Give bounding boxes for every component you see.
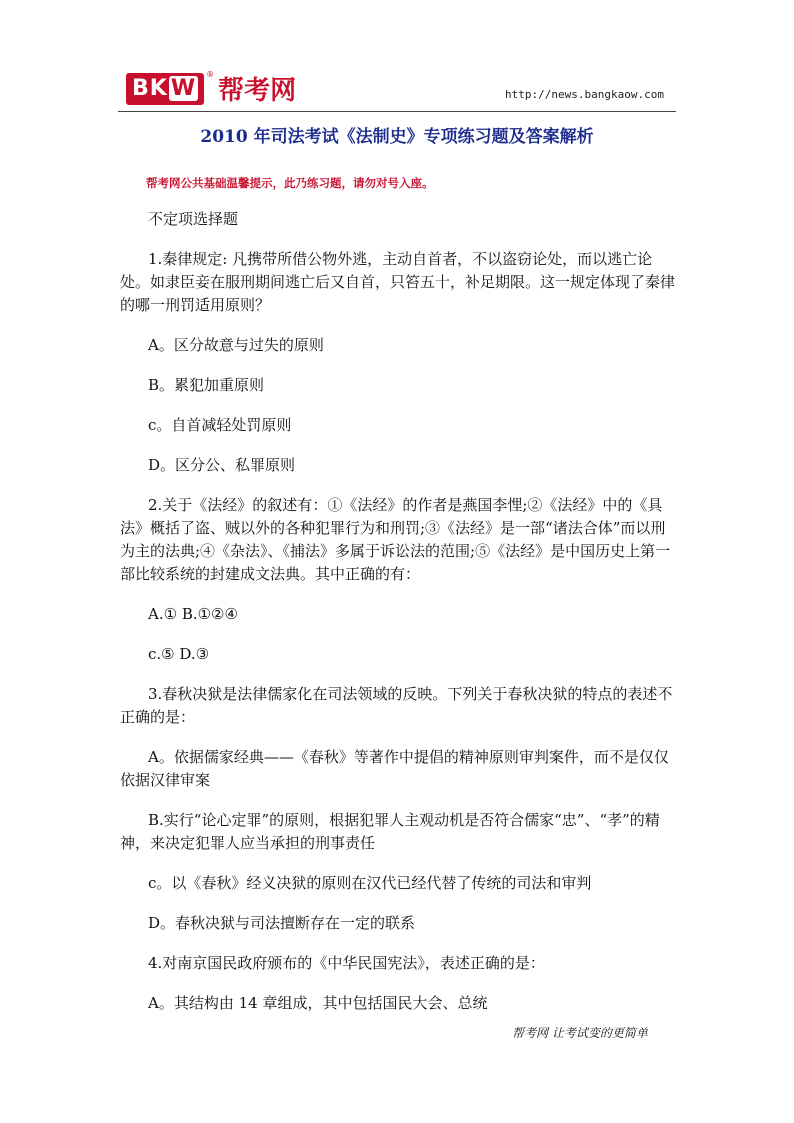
question-3-option-b: B.实行“论心定罪”的原则，根据犯罪人主观动机是否符合儒家“忠”、“孝”的精神，来决定犯罪人应当承担的刑事责任 [120, 811, 660, 852]
question-3-option-c: c。以《春秋》经义决狱的原则在汉代已经代替了传统的司法和审判 [148, 874, 592, 892]
notice-text: 帮考网公共基础温馨提示，此乃练习题，请勿对号入座。 [146, 176, 434, 190]
question-1-option-d: D。区分公、私罪原则 [148, 456, 296, 474]
page-header [118, 66, 676, 112]
registered-mark: ® [206, 70, 215, 79]
document-body [120, 208, 680, 1015]
question-1-option-c: c。自首减轻处罚原则 [148, 416, 292, 434]
question-2-stem: 2.关于《法经》的叙述有：①《法经》的作者是燕国李悝;②《法经》中的《具法》概括了盗、贼以外的各种犯罪行为和刑罚;③《法经》是一部“诸法合体”而以刑为主的法典;④《杂法》、《捕法》多属于诉讼法的范围;⑤《法经》是中国历史上第一部比较系统的封建成文法典。其中正确的有： [120, 496, 671, 583]
question-4-option-a: A。其结构由 14 章组成，其中包括国民大会、总统 [148, 994, 488, 1012]
question-2-options-ab: A.① B.①②④ [148, 605, 238, 623]
logo-mark: BK W [126, 73, 204, 105]
site-url[interactable]: http://news.bangkaow.com [505, 88, 664, 101]
question-3-option-a: A。依据儒家经典——《春秋》等著作中提倡的精神原则审判案件，而不是仅仅依据汉律审案 [120, 748, 669, 789]
question-4-stem: 4.对南京国民政府颁布的《中华民国宪法》，表述正确的是： [148, 954, 545, 972]
section-heading: 不定项选择题 [148, 210, 239, 228]
page-title: 2010 年司法考试《法制史》专项练习题及答案解析 [200, 127, 594, 147]
question-1-stem: 1.秦律规定: 凡携带所借公物外逃，主动自首者，不以盗窃论处，而以逃亡论处。如隶臣妾在服刑期间逃亡后又自首，只笞五十，补足期限。这一规定体现了秦律的哪一刑罚适用原则？ [120, 250, 676, 314]
bangkao-logo[interactable] [126, 70, 296, 107]
footer-slogan: 帮考网 让考试变的更简单 [512, 1026, 648, 1040]
question-3-stem: 3.春秋决狱是法律儒家化在司法领域的反映。下列关于春秋决狱的特点的表述不正确的是： [120, 685, 673, 726]
question-3-option-d: D。春秋决狱与司法擅断存在一定的联系 [148, 914, 416, 932]
question-1-option-a: A。区分故意与过失的原则 [148, 336, 324, 354]
question-2-options-cd: c.⑤ D.③ [148, 645, 210, 663]
header-divider [118, 111, 676, 112]
logo-text: 帮考网 [218, 76, 297, 106]
question-1-option-b: B。累犯加重原则 [148, 376, 265, 394]
